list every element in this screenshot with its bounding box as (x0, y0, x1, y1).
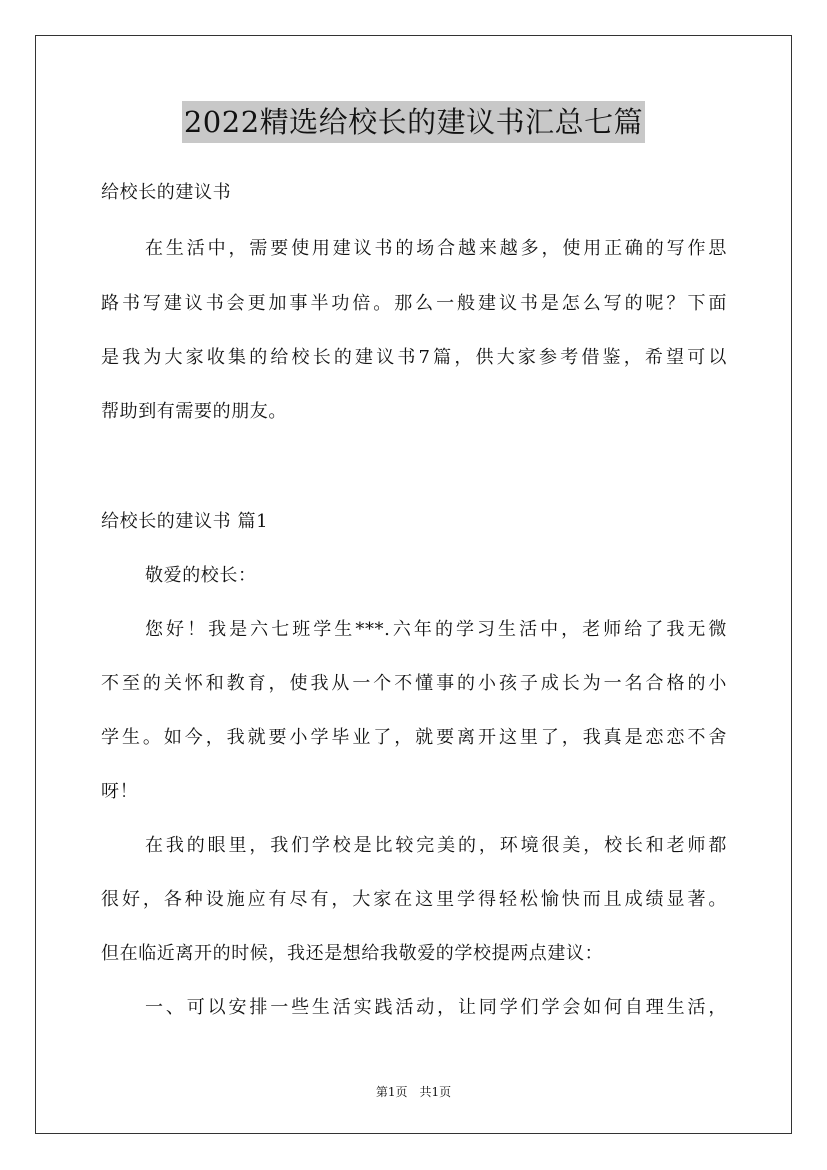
document-title: 2022精选给校长的建议书汇总七篇 (182, 101, 645, 143)
body-line: 在我的眼里，我们学校是比较完美的，环境很美，校长和老师都 (145, 835, 727, 856)
body-line: 不至的关怀和教育，使我从一个不懂事的小孩子成长为一名合格的小 (101, 673, 727, 694)
body-line: 学生。如今，我就要小学毕业了，就要离开这里了，我真是恋恋不舍 (101, 727, 727, 748)
body-line: 但在临近离开的时候，我还是想给我敬爱的学校提两点建议： (101, 943, 604, 964)
body-line: 您好！我是六七班学生***.六年的学习生活中，老师给了我无微 (145, 619, 727, 640)
intro-line: 是我为大家收集的给校长的建议书7篇，供大家参考借鉴，希望可以 (101, 347, 727, 368)
intro-line: 帮助到有需要的朋友。 (101, 401, 287, 422)
page-footer (0, 1084, 827, 1100)
salutation: 敬爱的校长： (145, 565, 257, 586)
body-line: 一、可以安排一些生活实践活动，让同学们学会如何自理生活， (145, 997, 727, 1018)
page-number: 第1页 (375, 1085, 408, 1099)
page-total: 共1页 (419, 1085, 452, 1099)
section-heading: 给校长的建议书 (101, 182, 232, 203)
body-line: 很好，各种设施应有尽有，大家在这里学得轻松愉快而且成绩显著。 (101, 889, 727, 910)
intro-line: 路书写建议书会更加事半功倍。那么一般建议书是怎么写的呢？下面 (101, 293, 727, 314)
intro-line: 在生活中，需要使用建议书的场合越来越多，使用正确的写作思 (145, 238, 727, 259)
body-line: 呀！ (101, 781, 139, 802)
section-heading: 给校长的建议书 篇1 (101, 511, 269, 532)
title-container (0, 101, 827, 143)
